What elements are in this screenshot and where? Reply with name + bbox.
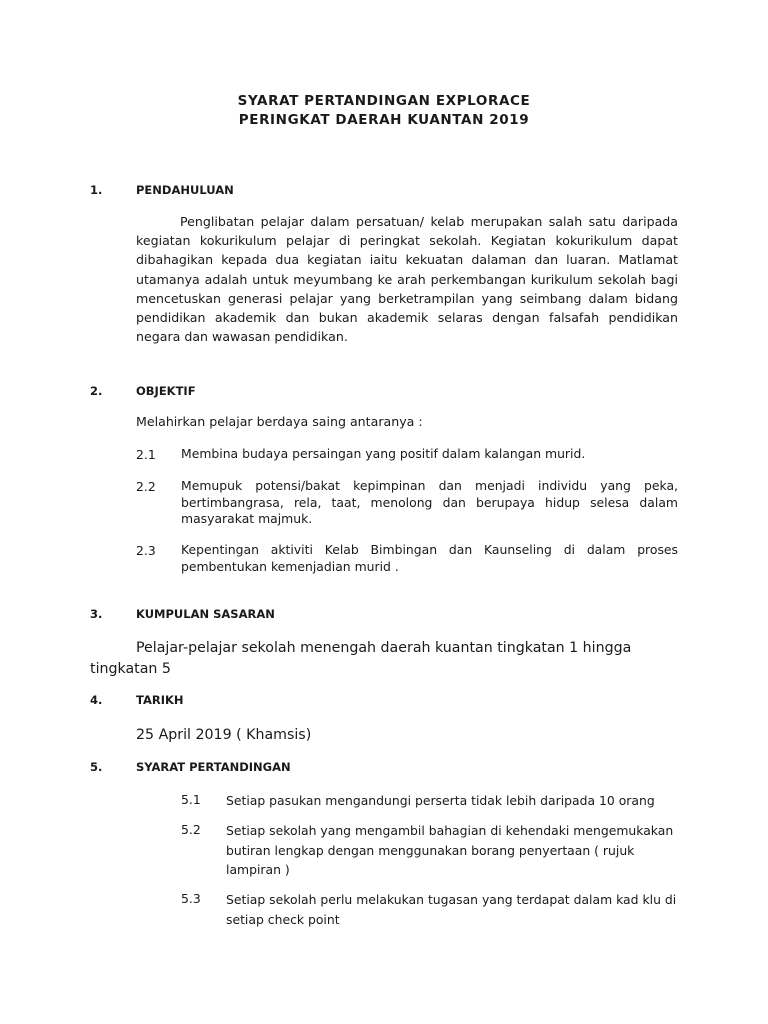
section-3-heading: KUMPULAN SASARAN — [136, 607, 275, 621]
document-title-line-2: PERINGKAT DAERAH KUANTAN 2019 — [238, 112, 530, 128]
section-2-intro: Melahirkan pelajar berdaya saing antaranya : — [136, 414, 423, 429]
document-title-line-1: SYARAT PERTANDINGAN EXPLORACE — [237, 93, 531, 109]
condition-item-text: Setiap sekolah perlu melakukan tugasan yang terdapat dalam kad klu di setiap check point — [226, 892, 677, 927]
condition-item-text: Setiap pasukan mengandungi perserta tidak lebih daripada 10 orang — [226, 793, 655, 808]
section-3-number: 3. — [90, 607, 103, 621]
objective-item-text: Kepentingan aktiviti Kelab Bimbingan dan Kaunseling di dalam proses pembentukan kemenjadian murid . — [181, 542, 678, 574]
section-5-heading: SYARAT PERTANDINGAN — [136, 760, 291, 774]
objective-item-number: 2.1 — [136, 447, 156, 462]
section-4-date: 25 April 2019 ( Khamsis) — [136, 727, 312, 743]
objective-item-number: 2.3 — [136, 543, 156, 558]
section-3-text-line-2: tingkatan 5 — [90, 661, 171, 677]
section-1-number: 1. — [90, 183, 103, 197]
section-1-paragraph — [136, 212, 678, 346]
condition-item-text: Setiap sekolah yang mengambil bahagian di kehendaki mengemukakan butiran lengkap dengan menggunakan borang penyertaan ( rujuk lampiran ) — [226, 823, 674, 878]
objective-item-text: Membina budaya persaingan yang positif dalam kalangan murid. — [181, 446, 586, 461]
condition-item-number: 5.2 — [181, 822, 201, 837]
section-3-text-line-1: Pelajar-pelajar sekolah menengah daerah kuantan tingkatan 1 hingga — [136, 640, 632, 656]
section-4-heading: TARIKH — [136, 693, 184, 707]
objective-item-number: 2.2 — [136, 479, 156, 494]
objective-item-text: Memupuk potensi/bakat kepimpinan dan menjadi individu yang peka, bertimbangrasa, rela, taat, menolong dan berupaya hidup selesa dalam masyarakat majmuk. — [181, 478, 678, 526]
section-2-number: 2. — [90, 384, 103, 398]
condition-item-number: 5.1 — [181, 792, 201, 807]
section-5-number: 5. — [90, 760, 103, 774]
section-4-number: 4. — [90, 693, 103, 707]
condition-item-number: 5.3 — [181, 891, 201, 906]
section-1-paragraph-text: Penglibatan pelajar dalam persatuan/ kelab merupakan salah satu daripada kegiatan kokurikulum pelajar di peringkat sekolah. Kegiatan kokurikulum dapat dibahagikan kepada dua kegiatan iaitu kekuatan dalaman dan luaran. Matlamat utamanya adalah untuk meyumbang ke arah perkembangan kurikulum sekolah bagi mencetuskan generasi pelajar yang berketrampilan yang seimbang dalam bidang pendidikan akademik dan bukan akademik selaras dengan falsafah pendidikan negara dan wawasan pendidikan. — [136, 214, 678, 345]
section-1-heading: PENDAHULUAN — [136, 183, 234, 197]
section-2-heading: OBJEKTIF — [136, 384, 196, 398]
